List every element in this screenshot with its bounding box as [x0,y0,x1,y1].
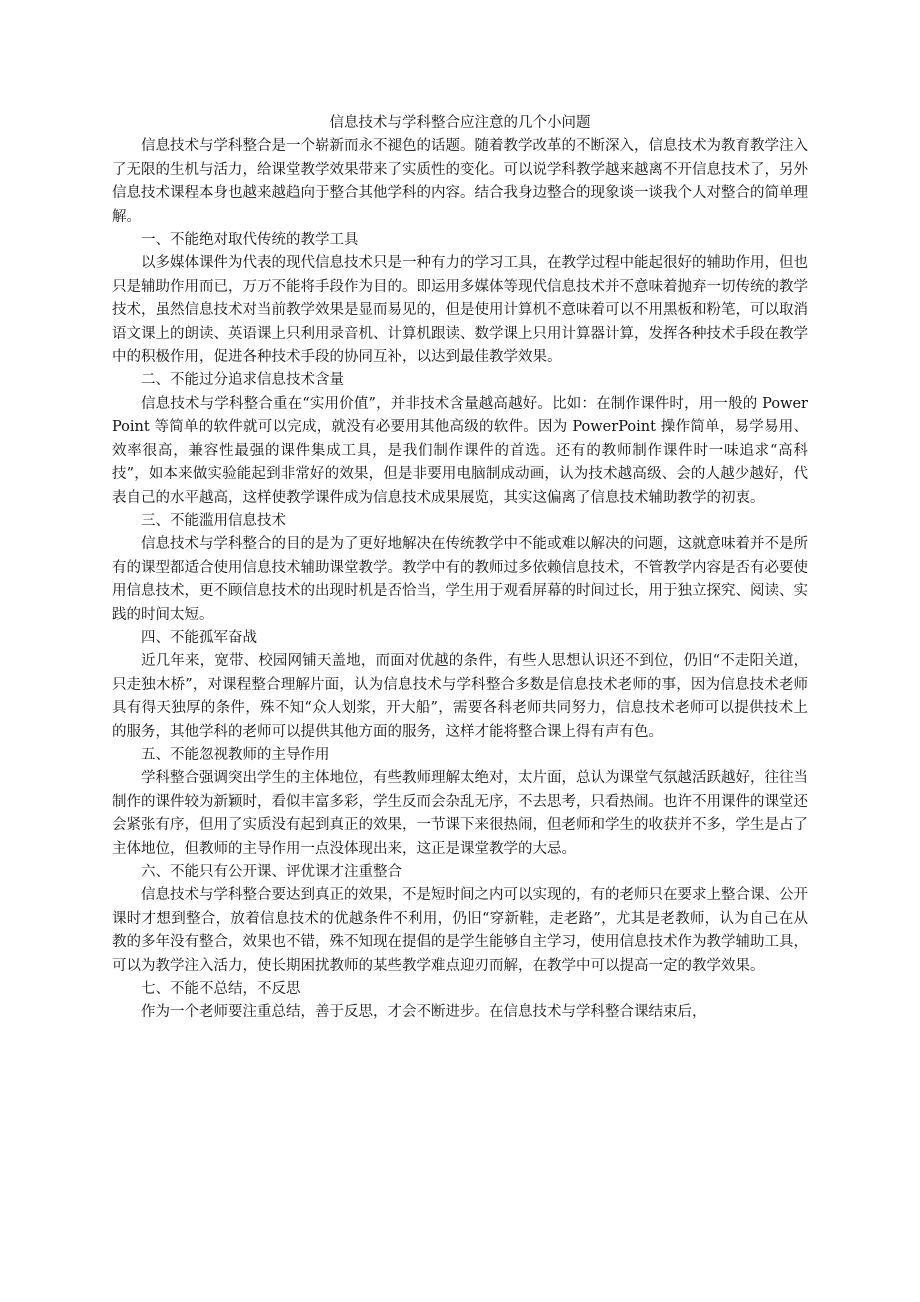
section-body-7: 作为一个老师要注重总结，善于反思，才会不断进步。在信息技术与学科整合课结束后， [141,1004,707,1021]
section-body-1: 以多媒体课件为代表的现代信息技术只是一种有力的学习工具，在教学过程中能起很好的辅助作用，但也只是辅助作用而已，万万不能将手段作为目的。即运用多媒体等现代信息技术并不意味着抛弃一切传统的教学技术，虽然信息技术对当前教学效果是显而易见的，但是使用计算机不意味着可以不用黑板和粉笔，可以取消语文课上的朗读、英语课上只利用录音机、计算机跟读、数学课上只用计算器计算，发挥各种技术手段在教学中的积极作用，促进各种技术手段的协同互补，以达到最佳教学效果。 [112,255,808,366]
document-page [112,112,808,1025]
section-body-5: 学科整合强调突出学生的主体地位，有些教师理解太绝对，太片面，总认为课堂气氛越活跃越好，往往当制作的课件较为新颖时，看似丰富多彩，学生反而会杂乱无序，不去思考，只看热闹。也许不用课件的课堂还会紧张有序，但用了实质没有起到真正的效果，一节课下来很热闹，但老师和学生的收获并不多，学生是占了主体地位，但教师的主导作用一点没体现出来，这正是课堂教学的大忌。 [112,770,808,857]
section-heading-4: 四、不能孤军奋战 [141,629,257,646]
intro-paragraph: 信息技术与学科整合是一个崭新而永不褪色的话题。随着教学改革的不断深入，信息技术为教育教学注入了无限的生机与活力，给课堂教学效果带来了实质性的变化。可以说学科教学越来越离不开信息技术了，另外信息技术课程本身也越来越趋向于整合其他学科的内容。结合我身边整合的现象谈一谈我个人对整合的简单理解。 [112,138,808,225]
section-heading-1: 一、不能绝对取代传统的教学工具 [141,232,359,249]
section-body-6: 信息技术与学科整合要达到真正的效果，不是短时间之内可以实现的，有的老师只在要求上整合课、公开课时才想到整合，放着信息技术的优越条件不利用，仍旧“穿新鞋，走老路”，尤其是老教师，认为自己在从教的多年没有整合，效果也不错，殊不知现在提倡的是学生能够自主学习，使用信息技术作为教学辅助工具，可以为教学注入活力，使长期困扰教师的某些教学难点迎刃而解，在教学中可以提高一定的教学效果。 [112,887,808,974]
section-heading-3: 三、不能滥用信息技术 [141,512,286,529]
section-heading-7: 七、不能不总结，不反思 [141,981,301,998]
section-body-3: 信息技术与学科整合的目的是为了更好地解决在传统教学中不能或难以解决的问题，这就意味着并不是所有的课型都适合使用信息技术辅助课堂教学。教学中有的教师过多依赖信息技术，不管教学内容是否有必要使用信息技术，更不顾信息技术的出现时机是否恰当，学生用于观看屏幕的时间过长，用于独立探究、阅读、实践的时间太短。 [112,536,808,623]
section-body-2: 信息技术与学科整合重在“实用价值”，并非技术含量越高越好。比如：在制作课件时，用一般的 PowerPoint 等简单的软件就可以完成，就没有必要用其他高级的软件。因为 PowerPoint 操作简单，易学易用、效率很高，兼容性最强的课件集成工具，是我们制作课件的首选。还有的教师制作课件时一味追求“高科技”，如本来做实验能起到非常好的效果，但是非要用电脑制成动画，认为技术越高级、会的人越少越好，代表自己的水平越高，这样使教学课件成为信息技术成果展览，其实这偏离了信息技术辅助教学的初衷。 [112,395,808,506]
section-heading-2: 二、不能过分追求信息技术含量 [141,372,344,389]
section-heading-6: 六、不能只有公开课、评优课才注重整合 [141,864,402,880]
document-title: 信息技术与学科整合应注意的几个小问题 [329,115,591,131]
section-body-4: 近几年来，宽带、校园网铺天盖地，而面对优越的条件，有些人思想认识还不到位，仍旧“不走阳关道，只走独木桥”，对课程整合理解片面，认为信息技术与学科整合多数是信息技术老师的事，因为信息技术老师具有得天独厚的条件，殊不知“众人划浆，开大船”，需要各科老师共同努力，信息技术老师可以提供技术上的服务，其他学科的老师可以提供其他方面的服务，这样才能将整合课上得有声有色。 [112,653,808,740]
section-heading-5: 五、不能忽视教师的主导作用 [141,746,330,763]
